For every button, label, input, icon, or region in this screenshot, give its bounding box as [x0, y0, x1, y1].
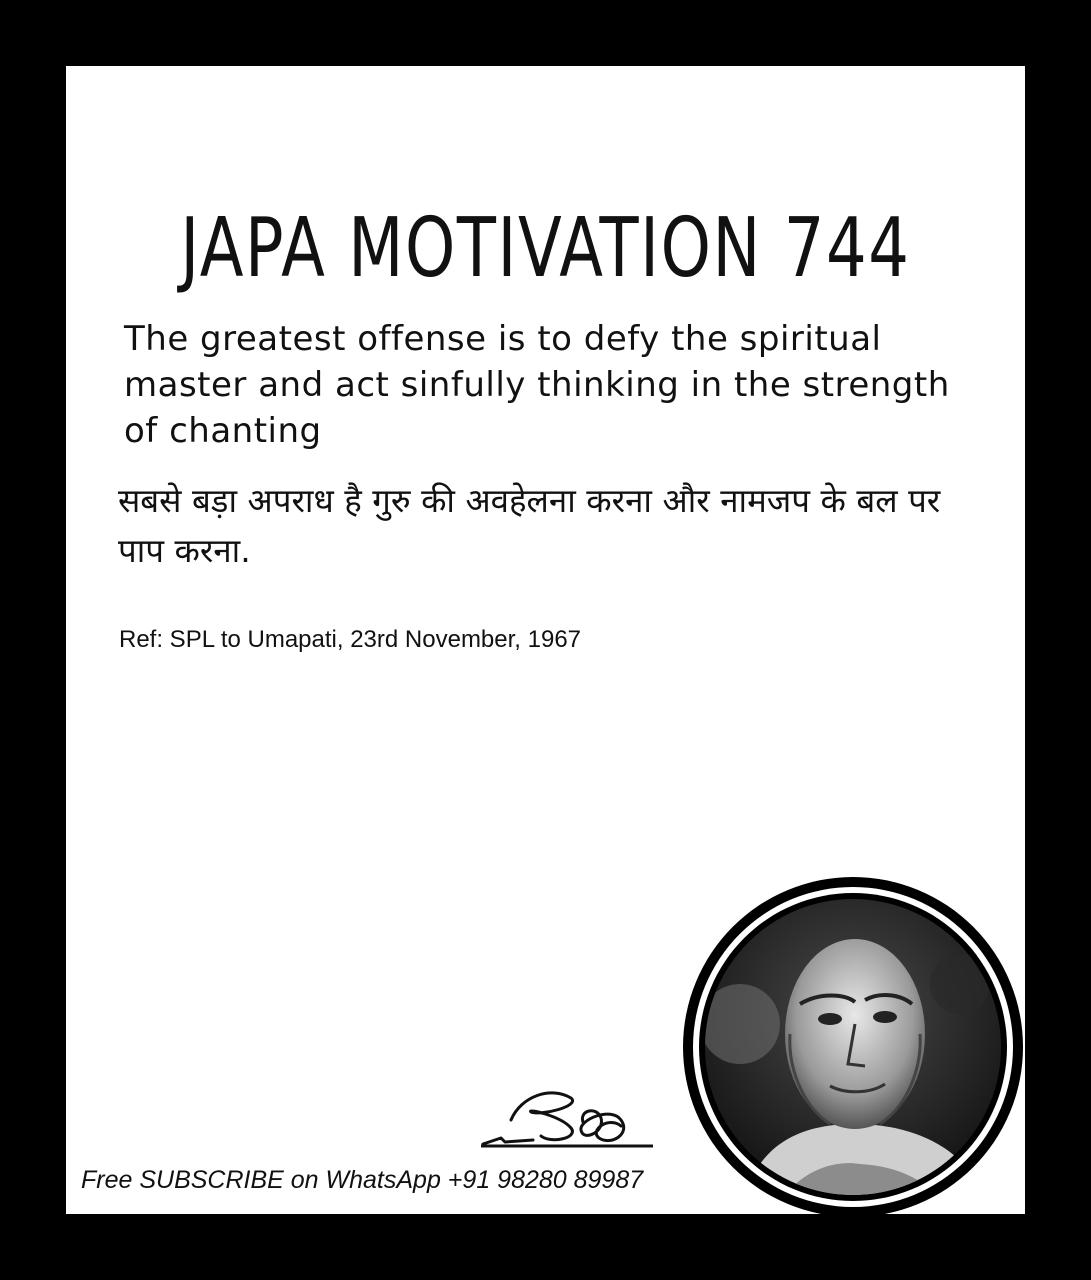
signature-image: [471, 1076, 661, 1152]
portrait-medallion: [680, 874, 1025, 1214]
subscribe-footer: Free SUBSCRIBE on WhatsApp +91 98280 89987: [81, 1166, 644, 1194]
reference-text: Ref: SPL to Umapati, 23rd November, 1967: [119, 626, 582, 653]
motivation-card: [66, 66, 1025, 1214]
quote-english: The greatest offense is to defy the spiritual master and act sinfully thinking in the strength of chanting: [124, 319, 950, 451]
card-title: JAPA MOTIVATION 744: [180, 201, 911, 296]
quote-hindi: सबसे बड़ा अपराध है गुरु की अवहेलना करना और नामजप के बल पर पाप करना.: [118, 481, 941, 570]
